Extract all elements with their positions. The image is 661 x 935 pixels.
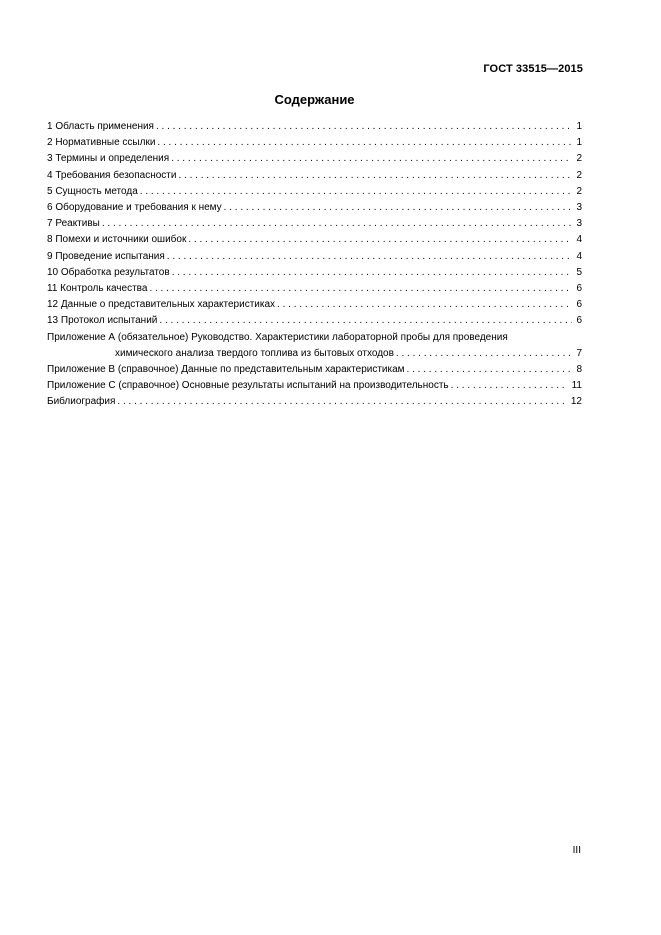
- toc-entry-page: 8: [576, 364, 582, 376]
- toc-entry[interactable]: [47, 168, 582, 184]
- toc-entry-label: Приложение С (справочное) Основные результаты испытаний на производительность: [47, 380, 449, 392]
- toc-entry-appendix-c[interactable]: [47, 378, 582, 394]
- toc-leader-dots: [169, 151, 572, 167]
- toc-entry-page: 2: [576, 153, 582, 165]
- toc-entry-label: 4 Требования безопасности: [47, 169, 177, 181]
- toc-entry[interactable]: [47, 281, 582, 297]
- toc-entry-label: Библиография: [47, 396, 116, 408]
- toc-leader-dots: [449, 378, 568, 394]
- toc-leader-dots: [157, 313, 572, 329]
- toc-entry-page: 6: [576, 283, 582, 295]
- toc-leader-dots: [165, 249, 573, 265]
- toc-entry-label: 1 Область применения: [47, 121, 154, 132]
- toc-entry-label: 10 Обработка результатов: [47, 266, 170, 278]
- toc-entry-page: 6: [576, 299, 582, 311]
- toc-entry[interactable]: [47, 200, 582, 216]
- toc-leader-dots: [138, 184, 573, 200]
- toc-entry-label: Приложение А (обязательное) Руководство. Характеристики лабораторной пробы для проведения: [47, 331, 508, 343]
- table-of-contents: [47, 119, 582, 411]
- toc-entry[interactable]: [47, 119, 582, 135]
- toc-entry[interactable]: [47, 135, 582, 151]
- toc-entry-page: 2: [576, 185, 582, 197]
- toc-leader-dots: [222, 200, 573, 216]
- toc-leader-dots: [100, 216, 573, 232]
- page-number: III: [572, 845, 581, 856]
- toc-entry-page: 12: [570, 396, 582, 408]
- toc-entry[interactable]: [47, 232, 582, 248]
- toc-leader-dots: [170, 265, 573, 281]
- toc-entry-label: 8 Помехи и источники ошибок: [47, 234, 187, 246]
- toc-entry-page: 4: [576, 234, 582, 246]
- toc-entry[interactable]: [47, 216, 582, 232]
- toc-entry-page: 1: [576, 121, 582, 132]
- toc-entry-label: 5 Сущность метода: [47, 185, 138, 197]
- document-code: ГОСТ 33515—2015: [483, 63, 583, 75]
- toc-entry[interactable]: [47, 184, 582, 200]
- toc-leader-dots: [115, 394, 566, 410]
- toc-entry-page: 4: [576, 250, 582, 262]
- toc-entry[interactable]: [47, 313, 582, 329]
- toc-entry-appendix-a[interactable]: [47, 330, 582, 362]
- toc-leader-dots: [186, 232, 572, 248]
- toc-leader-dots: [405, 362, 573, 378]
- toc-entry-label: 12 Данные о представительных характеристиках: [47, 299, 276, 311]
- toc-entry-label: 13 Протокол испытаний: [47, 315, 158, 327]
- toc-entry-page: 7: [576, 347, 582, 359]
- toc-entry[interactable]: [47, 249, 582, 265]
- toc-entry-page: 6: [576, 315, 582, 327]
- toc-entry-bibliography[interactable]: [47, 394, 582, 410]
- toc-entry[interactable]: [47, 297, 582, 313]
- toc-entry-label: 11 Контроль качества: [47, 283, 148, 295]
- toc-entry-page: 3: [576, 218, 582, 230]
- toc-leader-dots: [394, 346, 573, 362]
- toc-entry[interactable]: [47, 151, 582, 167]
- toc-entry-page: 11: [571, 380, 582, 392]
- toc-entry-page: 3: [576, 202, 582, 214]
- toc-title: Содержание: [274, 92, 355, 107]
- toc-entry-page: 5: [576, 266, 582, 278]
- toc-leader-dots: [275, 297, 572, 313]
- toc-entry-label: 7 Реактивы: [47, 218, 100, 230]
- toc-entry-page: 2: [576, 169, 582, 181]
- toc-entry-label: 6 Оборудование и требования к нему: [47, 202, 222, 214]
- toc-entry-label: 2 Нормативные ссылки: [47, 137, 156, 149]
- toc-entry[interactable]: [47, 265, 582, 281]
- toc-entry-label: Приложение В (справочное) Данные по представительным характеристикам: [47, 364, 405, 376]
- toc-entry-label-continuation: химического анализа твердого топлива из бытовых отходов: [115, 347, 394, 359]
- toc-entry-label: 9 Проведение испытания: [47, 250, 165, 262]
- toc-leader-dots: [154, 119, 572, 135]
- toc-entry-label: 3 Термины и определения: [47, 153, 170, 165]
- toc-entry-page: 1: [576, 137, 582, 149]
- toc-entry-appendix-b[interactable]: [47, 362, 582, 378]
- toc-leader-dots: [155, 135, 572, 151]
- toc-leader-dots: [147, 281, 572, 297]
- toc-leader-dots: [176, 168, 572, 184]
